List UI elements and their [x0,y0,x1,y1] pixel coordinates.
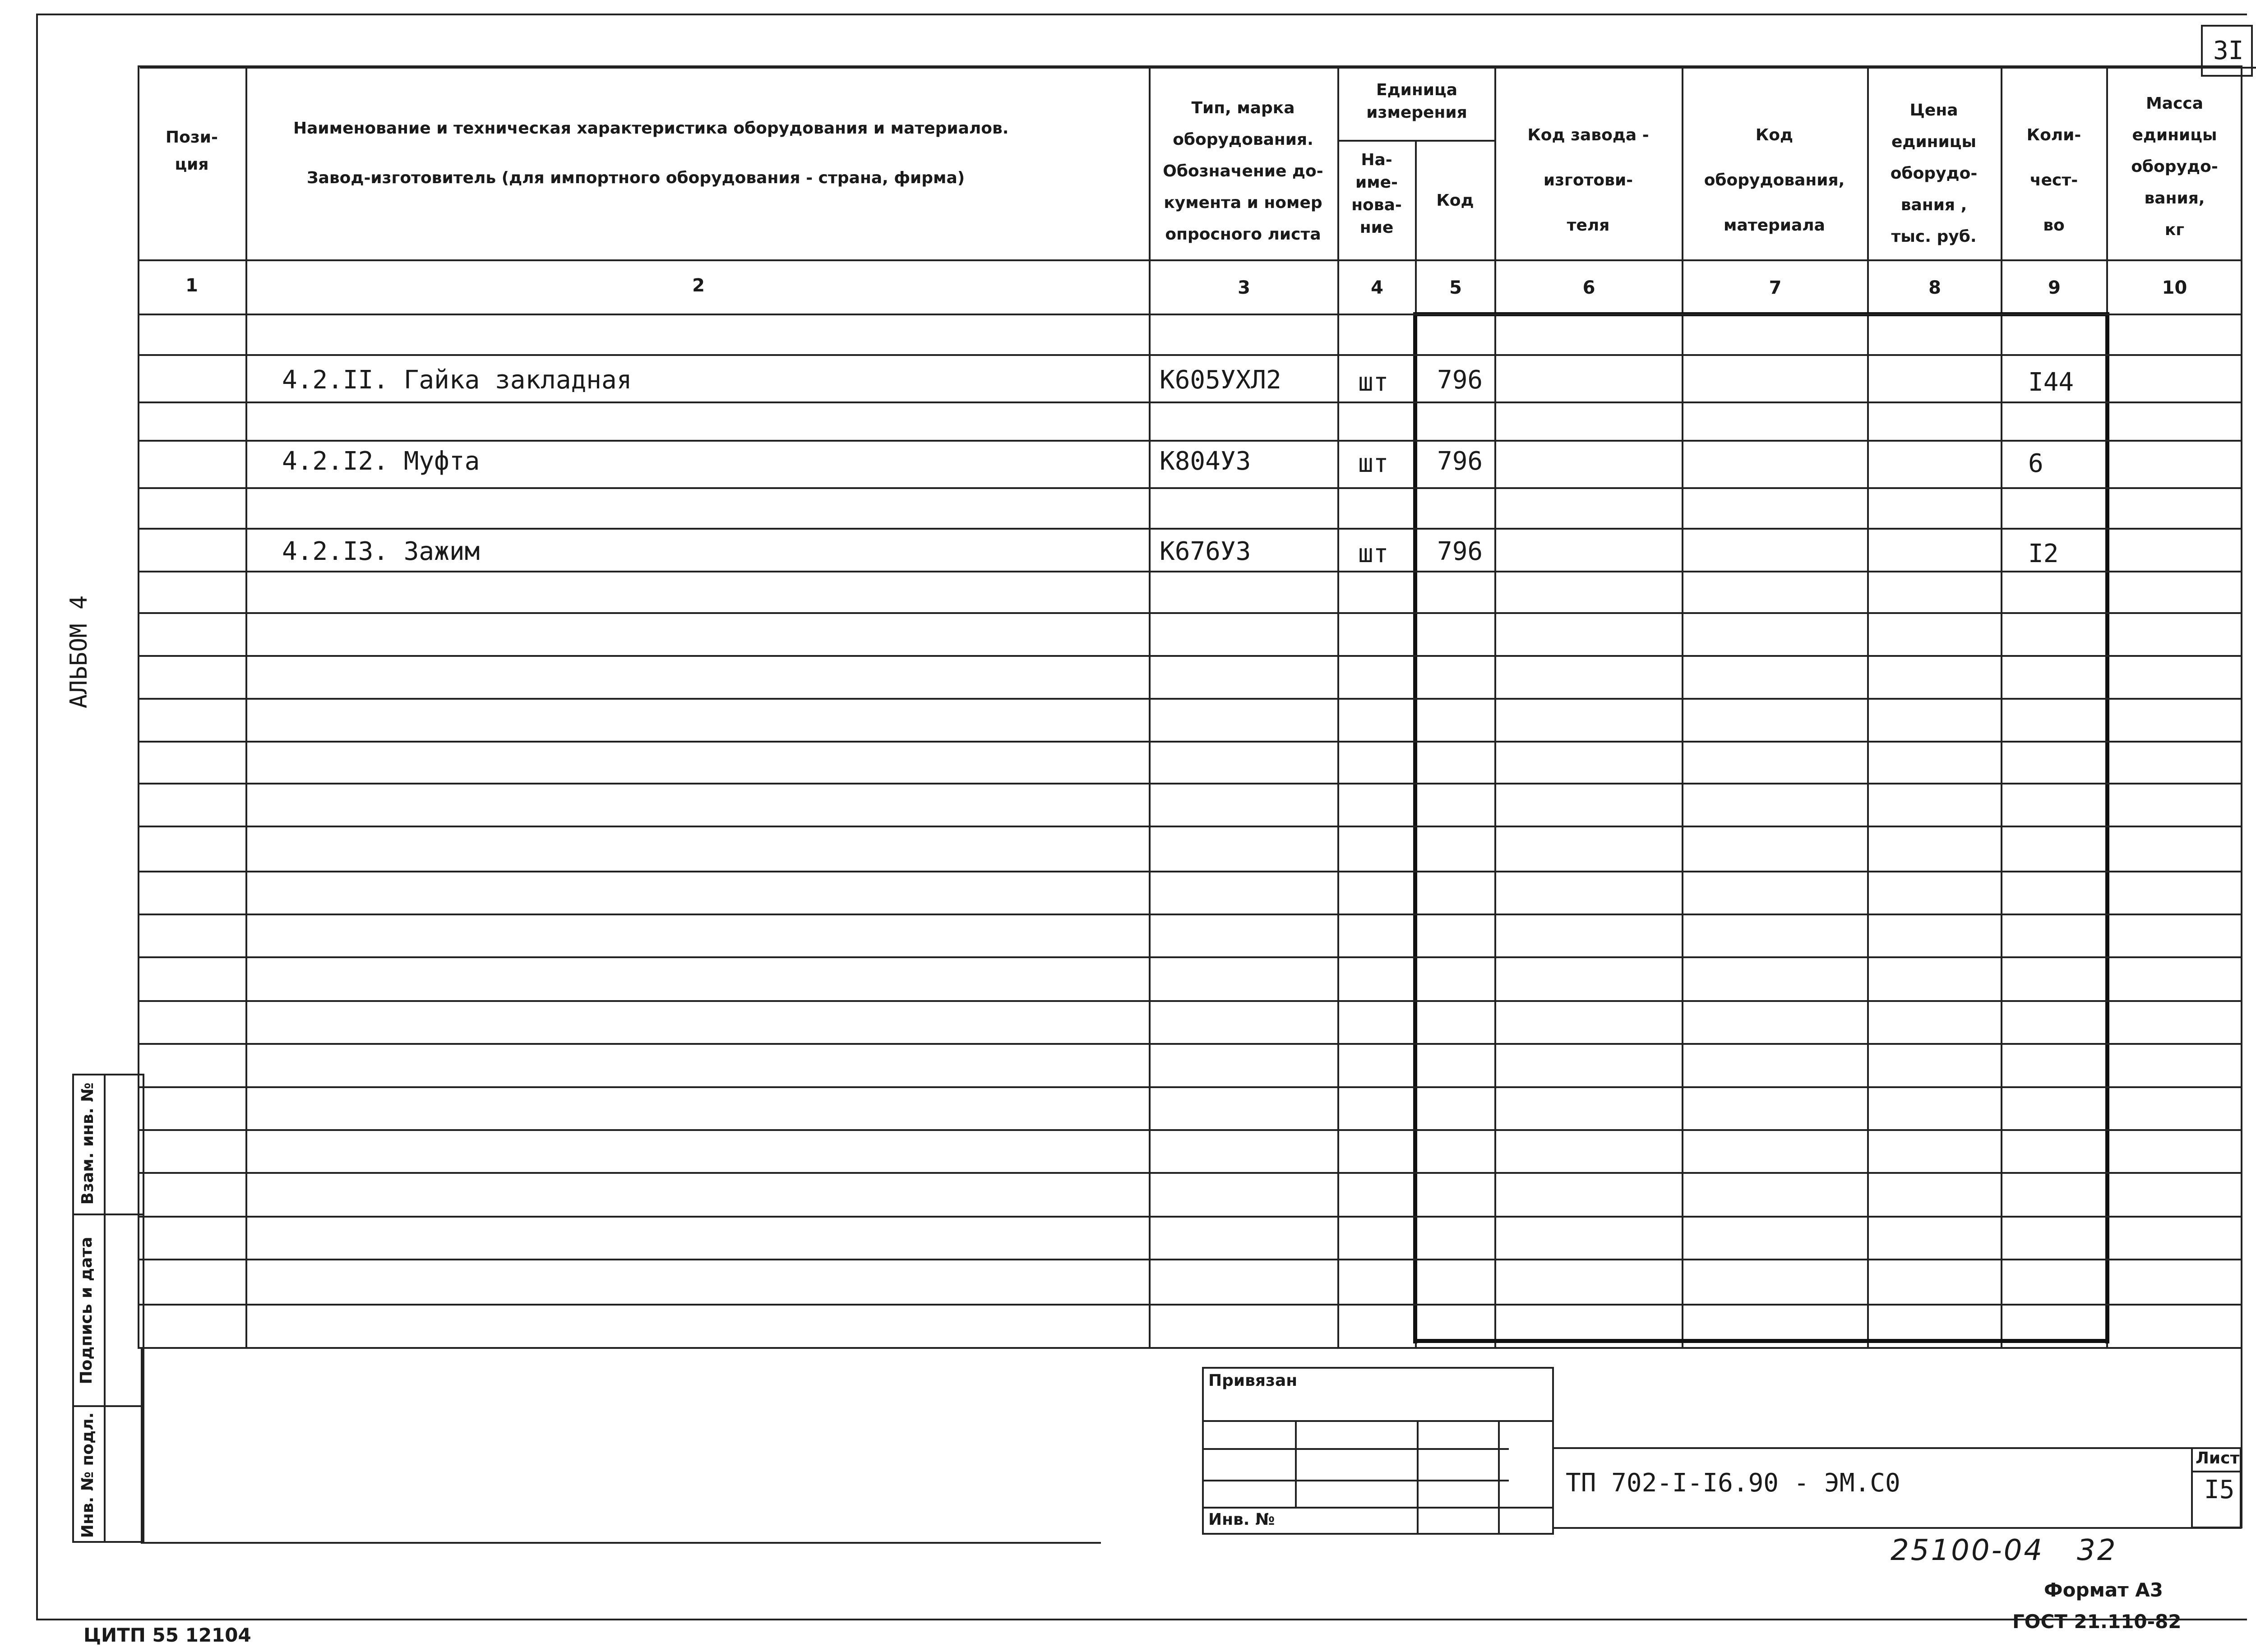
doc-code-top [1554,1447,2242,1449]
header-type-block [1153,92,1333,250]
doc-code: ТП 702-I-I6.90 - ЭМ.С0 [1566,1468,1900,1498]
album-label: АЛЬБОМ 4 [65,595,92,709]
header-maker-code-block [1498,113,1678,248]
header-mass-line: кг [2164,221,2185,239]
grid-row-line [138,1172,2242,1174]
header-position: Пози- ция [166,128,218,174]
col-line-5 [1494,67,1496,1348]
side-stamp-sep-1 [72,1214,144,1215]
grid-row-line [138,440,2242,442]
row-type: К804У3 [1160,447,1251,476]
footer-gost: ГОСТ 21.110-82 [2012,1610,2182,1633]
header-price-line: оборудо- [1890,164,1978,183]
header-price-line: тыс. руб. [1891,227,1977,246]
col-line-7 [1867,67,1869,1348]
grid-row-line [138,655,2242,657]
sheet-number: 3I [2213,36,2244,65]
row-code: 796 [1437,447,1483,476]
row-code: 796 [1437,537,1483,566]
grid-row-line [138,401,2242,403]
header-price-line: Цена [1909,101,1958,120]
unit-group-divider [1337,140,1495,142]
side-vzam-label: Взам. инв. № [79,1082,97,1205]
row-qty: I2 [2028,539,2059,568]
tb-vline-1 [1295,1420,1297,1507]
header-unit-code: Код [1436,191,1474,210]
col-line-6 [1682,67,1683,1348]
header-unit-name-line: нова- [1351,196,1402,214]
grid-row-line [138,1043,2242,1045]
title-block-privyazan [1202,1367,1554,1535]
lower-frame-bottom [141,1542,1101,1544]
header-type-line: оборудования. [1173,130,1313,149]
col-line-1 [245,67,247,1348]
row-type: К605УХЛ2 [1160,365,1281,395]
header-mass-line: вания, [2144,189,2205,208]
thick-line-right [2105,314,2109,1343]
header-equip-code-line: Код [1755,126,1794,144]
row-name: 4.2.I3. Зажим [282,537,480,566]
privyazan-label: Привязан [1208,1371,1298,1390]
header-unit-name-line: ние [1359,218,1394,237]
col-line-8 [2001,67,2002,1348]
col-number: 2 [692,275,705,296]
list-label: Лист [2196,1449,2240,1467]
header-name-line2: Завод-изготовитель (для импортного оборудования - страна, фирма) [307,169,965,187]
col-line-2 [1149,67,1151,1348]
grid-row-line [138,1259,2242,1260]
outer-frame-bottom [36,1619,2247,1620]
header-bottom-line [138,259,2242,261]
thick-line-bottom [1413,1339,2109,1343]
side-stamp-divider [104,1074,106,1543]
header-unit-name-block [1338,149,1415,239]
row-qty: I44 [2028,368,2074,397]
tb-vline-3 [1498,1420,1500,1534]
grid-row-line [138,1129,2242,1131]
header-name-line1: Наименование и техническая характеристика оборудования и материалов. [293,119,1009,138]
spec-table-frame [138,65,2242,1349]
col-number: 4 [1371,277,1383,298]
header-price-line: вания , [1900,196,1967,214]
col-number: 9 [2048,277,2061,298]
grid-row-line [138,783,2242,784]
colnum-bottom-line [138,314,2242,315]
grid-row-line [138,914,2242,915]
inv-no-label: Инв. № [1208,1510,1275,1529]
tb-line-2 [1202,1448,1509,1450]
row-qty: 6 [2028,449,2043,478]
header-price-line: единицы [1891,133,1977,151]
tb-line-3 [1202,1480,1509,1481]
header-type-line: Обозначение до- [1163,162,1323,180]
header-qty-block [2002,113,2105,248]
grid-row-line [138,1000,2242,1002]
header-equip-code-block [1683,113,1866,248]
header-type-line: кумента и номер [1164,194,1322,212]
row-type: К676У3 [1160,537,1251,566]
header-price-block [1868,95,2000,253]
header-unit-name-line: На- [1361,151,1392,169]
side-podpis-label: Подпись и дата [77,1237,96,1384]
thick-line-left [1413,314,1417,1343]
header-equip-code-line: материала [1724,216,1825,235]
col-number: 5 [1449,277,1462,298]
grid-row-line [138,354,2242,356]
grid-row-line [138,871,2242,872]
doc-code-bottom [1554,1527,2242,1529]
col-line-3 [1337,67,1339,1348]
row-unit: шт [1358,449,1389,478]
grid-row-line [138,528,2242,530]
grid-row-line [138,571,2242,572]
header-mass-line: оборудо- [2131,157,2218,176]
header-maker-code-line: теля [1567,216,1610,235]
list-value: I5 [2204,1475,2235,1504]
row-name: 4.2.II. Гайка закладная [282,365,632,395]
grid-row-line [138,956,2242,958]
header-mass-line: Масса [2145,94,2204,113]
header-qty-line: чест- [2029,171,2078,189]
grid-row-line [138,698,2242,700]
row-name: 4.2.I2. Муфта [282,447,480,476]
grid-row-line [138,741,2242,743]
header-maker-code-line: Код завода - [1527,126,1649,144]
outer-frame-left-border [36,14,38,1620]
col-number: 3 [1238,277,1250,298]
outer-frame-top-line [36,14,2247,15]
col-number: 6 [1582,277,1595,298]
header-type-line: опросного листа [1165,225,1321,244]
footer-cpt: ЦИТП 55 12104 [83,1624,251,1646]
col-number: 10 [2162,277,2187,298]
lower-frame-left [141,1349,143,1543]
list-box-divider [2191,1471,2242,1472]
grid-row-line [138,1304,2242,1306]
header-unit-name-line: име- [1355,173,1398,192]
header-maker-code-line: изготови- [1543,171,1633,189]
tb-vline-2 [1417,1420,1419,1534]
header-mass-block [2108,88,2241,246]
header-unit-group: Единица измерения [1366,81,1467,122]
header-type-line: Тип, марка [1191,99,1295,117]
row-unit: шт [1358,368,1389,397]
grid-row-line [138,826,2242,827]
col-number: 7 [1769,277,1782,298]
header-mass-line: единицы [2132,126,2217,144]
row-code: 796 [1437,365,1483,395]
grid-row-line [138,487,2242,489]
header-equip-code-line: оборудования, [1704,171,1845,189]
header-qty-line: Коли- [2026,126,2081,144]
row-unit: шт [1358,539,1389,568]
tb-line-1 [1202,1420,1554,1422]
tb-line-4 [1202,1507,1554,1509]
grid-row-line [138,612,2242,614]
handwritten-note: 25100-04 32 [1891,1534,2117,1567]
side-inv-podl-label: Инв. № подл. [79,1412,97,1538]
footer-format: Формат А3 [2044,1579,2163,1601]
grid-row-line [138,1216,2242,1218]
grid-row-line [138,1086,2242,1088]
col-number: 8 [1928,277,1941,298]
col-number: 1 [185,275,198,296]
header-qty-line: во [2043,216,2065,235]
